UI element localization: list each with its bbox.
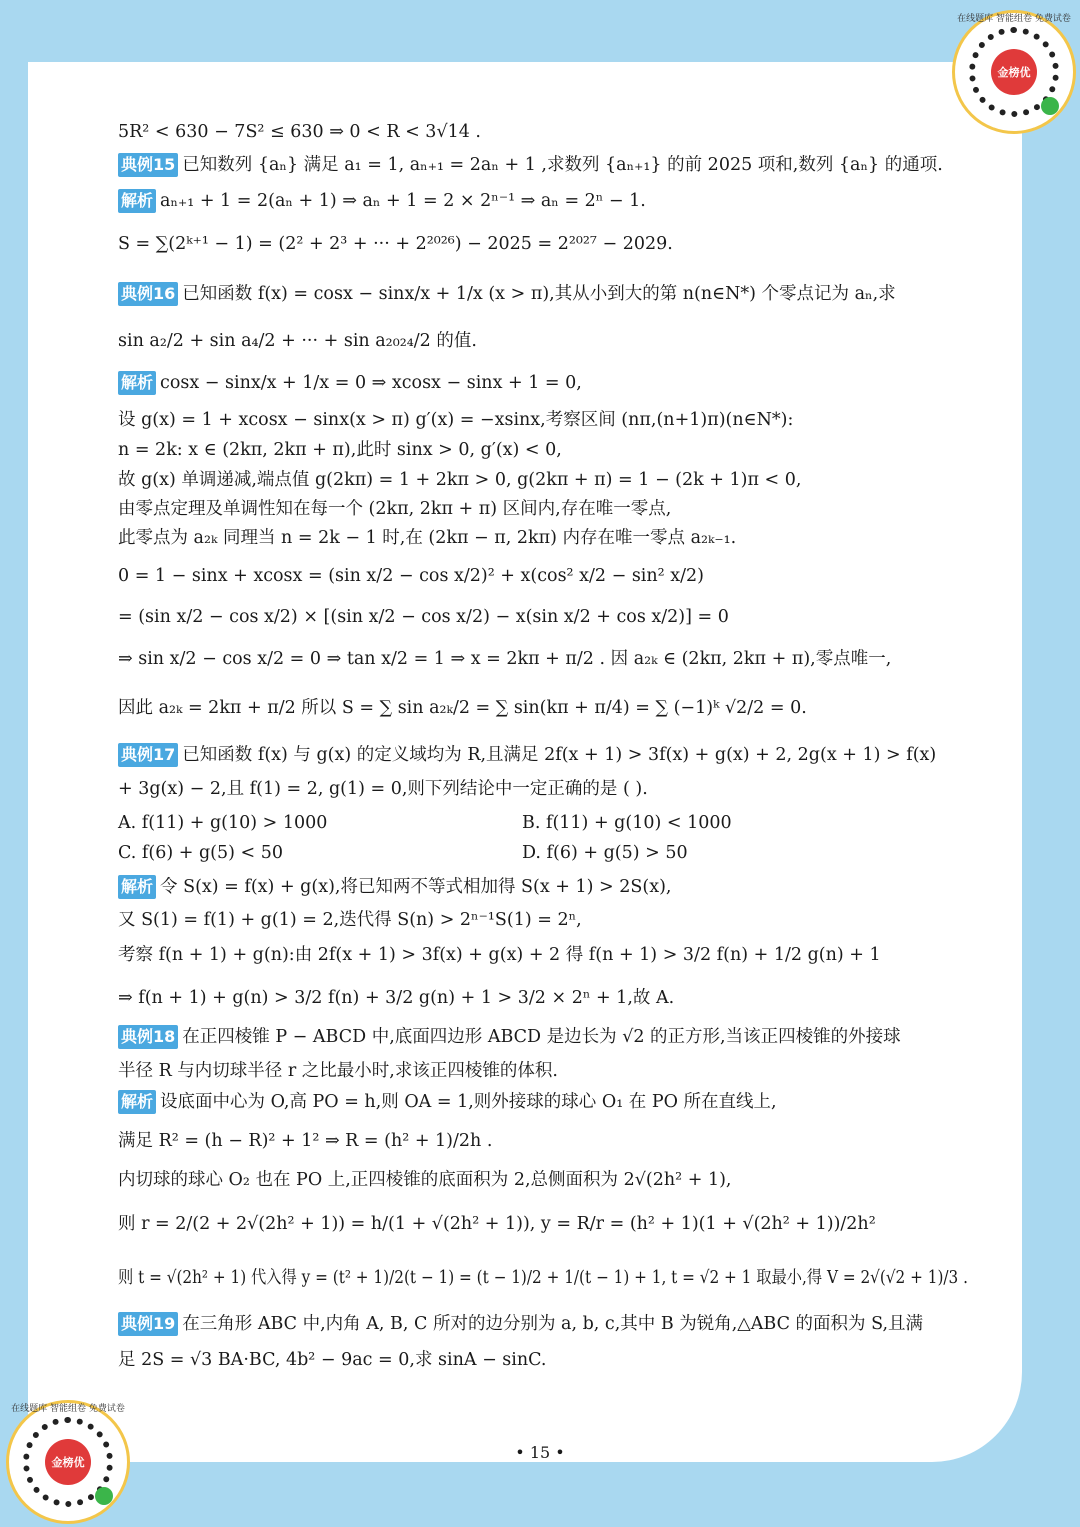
text-line: 设 g(x) = 1 + xcosx − sinx(x > π) g′(x) = −xsinx,考察区间 (nπ,(n+1)π)(n∈N*):: [118, 410, 794, 430]
text-line: 0 = 1 − sinx + xcosx = (sin x/2 − cos x/2)² + x(cos² x/2 − sin² x/2): [118, 566, 704, 586]
example-19: [118, 1312, 923, 1337]
solution-16: [118, 371, 582, 396]
solution-17: [118, 875, 671, 900]
text-line: + 3g(x) − 2,且 f(1) = 2, g(1) = 0,则下列结论中一定正确的是 ( ).: [118, 779, 648, 799]
text-line: 半径 R 与内切球半径 r 之比最小时,求该正四棱锥的体积.: [118, 1061, 558, 1081]
example-tag: 典例15: [118, 153, 178, 177]
option-b: B. f(11) + g(10) < 1000: [522, 813, 732, 833]
text-line: 又 S(1) = f(1) + g(1) = 2,迭代得 S(n) > 2ⁿ⁻¹S(1) = 2ⁿ,: [118, 910, 582, 930]
solution-15: [118, 189, 646, 214]
solution-tag: 解析: [118, 1090, 156, 1114]
mini-program-icon: [95, 1487, 113, 1505]
text-line: 已知数列 {aₙ} 满足 a₁ = 1, aₙ₊₁ = 2aₙ + 1 ,求数列 {aₙ₊₁} 的前 2025 项和,数列 {aₙ} 的通项.: [182, 155, 943, 175]
text-line: 则 r = 2/(2 + 2√(2h² + 1)) = h/(1 + √(2h² + 1)), y = R/r = (h² + 1)(1 + √(2h² + 1))/2h²: [118, 1214, 876, 1234]
option-c: C. f(6) + g(5) < 50: [118, 843, 283, 863]
text-line: 已知函数 f(x) = cosx − sinx/x + 1/x (x > π),其从小到大的第 n(n∈N*) 个零点记为 aₙ,求: [182, 284, 896, 304]
text-line: 在三角形 ABC 中,内角 A, B, C 所对的边分别为 a, b, c,其中 B 为锐角,△ABC 的面积为 S,且满: [182, 1314, 924, 1334]
text-line: ⇒ f(n + 1) + g(n) > 3/2 f(n) + 3/2 g(n) + 1 > 3/2 × 2ⁿ + 1,故 A.: [118, 988, 675, 1008]
qr-brand-logo: 金榜优: [991, 49, 1037, 95]
text-line: 在正四棱锥 P − ABCD 中,底面四边形 ABCD 是边长为 √2 的正方形,当该正四棱锥的外接球: [182, 1027, 901, 1047]
qr-brand-logo: 金榜优: [45, 1439, 91, 1485]
text-line: S = ∑(2ᵏ⁺¹ − 1) = (2² + 2³ + ··· + 2²⁰²⁶) − 2025 = 2²⁰²⁷ − 2029.: [118, 234, 673, 254]
qr-arc-text: 在线题库 智能组卷 免费试卷: [11, 1404, 125, 1414]
text-line: 5R² < 630 − 7S² ≤ 630 ⇒ 0 < R < 3√14 .: [118, 122, 481, 142]
text-line: 内切球的球心 O₂ 也在 PO 上,正四棱锥的底面积为 2,总侧面积为 2√(2h² + 1),: [118, 1170, 732, 1190]
text-line: sin a₂/2 + sin a₄/2 + ··· + sin a₂₀₂₄/2 的值.: [118, 331, 477, 351]
option-d: D. f(6) + g(5) > 50: [522, 843, 688, 863]
text-line: cosx − sinx/x + 1/x = 0 ⇒ xcosx − sinx + 1 = 0,: [160, 373, 582, 393]
qr-code-top-right[interactable]: [952, 10, 1076, 134]
text-line: 故 g(x) 单调递减,端点值 g(2kπ) = 1 + 2kπ > 0, g(2kπ + π) = 1 − (2k + 1)π < 0,: [118, 470, 802, 490]
qr-code-bottom-left[interactable]: [6, 1400, 130, 1524]
example-16: [118, 282, 896, 307]
option-a: A. f(11) + g(10) > 1000: [118, 813, 328, 833]
text-line: 已知函数 f(x) 与 g(x) 的定义域均为 R,且满足 2f(x + 1) > 3f(x) + g(x) + 2, 2g(x + 1) > f(x): [182, 745, 937, 765]
example-tag: 典例18: [118, 1025, 178, 1049]
text-line: 满足 R² = (h − R)² + 1² ⇒ R = (h² + 1)/2h .: [118, 1131, 493, 1151]
solution-18: [118, 1090, 777, 1115]
text-line: 考察 f(n + 1) + g(n):由 2f(x + 1) > 3f(x) + g(x) + 2 得 f(n + 1) > 3/2 f(n) + 1/2 g(n) + 1: [118, 945, 881, 965]
example-18: [118, 1025, 901, 1050]
solution-tag: 解析: [118, 875, 156, 899]
text-line: 足 2S = √3 BA·BC, 4b² − 9ac = 0,求 sinA − sinC.: [118, 1350, 547, 1370]
solution-tag: 解析: [118, 371, 156, 395]
qr-arc-text: 在线题库 智能组卷 免费试卷: [957, 14, 1071, 24]
text-line: 则 t = √(2h² + 1) 代入得 y = (t² + 1)/2(t − 1) = (t − 1)/2 + 1/(t − 1) + 1, t = √2 + 1 取最小,得 V = 2√(√2 + 1)/3 .: [118, 1268, 968, 1288]
example-tag: 典例17: [118, 743, 178, 767]
page-number: • 15 •: [515, 1443, 565, 1462]
text-line: aₙ₊₁ + 1 = 2(aₙ + 1) ⇒ aₙ + 1 = 2 × 2ⁿ⁻¹ ⇒ aₙ = 2ⁿ − 1.: [160, 191, 646, 211]
text-line: 由零点定理及单调性知在每一个 (2kπ, 2kπ + π) 区间内,存在唯一零点,: [118, 499, 672, 519]
text-line: = (sin x/2 − cos x/2) × [(sin x/2 − cos x/2) − x(sin x/2 + cos x/2)] = 0: [118, 607, 729, 627]
text-line: 令 S(x) = f(x) + g(x),将已知两不等式相加得 S(x + 1) > 2S(x),: [160, 877, 672, 897]
example-17: [118, 743, 936, 768]
example-tag: 典例16: [118, 282, 178, 306]
example-tag: 典例19: [118, 1312, 178, 1336]
solution-tag: 解析: [118, 189, 156, 213]
text-line: 设底面中心为 O,高 PO = h,则 OA = 1,则外接球的球心 O₁ 在 PO 所在直线上,: [160, 1092, 777, 1112]
text-line: 因此 a₂ₖ = 2kπ + π/2 所以 S = ∑ sin a₂ₖ/2 = ∑ sin(kπ + π/4) = ∑ (−1)ᵏ √2/2 = 0.: [118, 698, 807, 718]
text-line: n = 2k: x ∈ (2kπ, 2kπ + π),此时 sinx > 0, g′(x) < 0,: [118, 440, 562, 460]
text-line: 此零点为 a₂ₖ 同理当 n = 2k − 1 时,在 (2kπ − π, 2kπ) 内存在唯一零点 a₂ₖ₋₁.: [118, 528, 737, 548]
mini-program-icon: [1041, 97, 1059, 115]
example-15: [118, 153, 943, 178]
text-line: ⇒ sin x/2 − cos x/2 = 0 ⇒ tan x/2 = 1 ⇒ x = 2kπ + π/2 . 因 a₂ₖ ∈ (2kπ, 2kπ + π),零点唯一,: [118, 649, 892, 669]
